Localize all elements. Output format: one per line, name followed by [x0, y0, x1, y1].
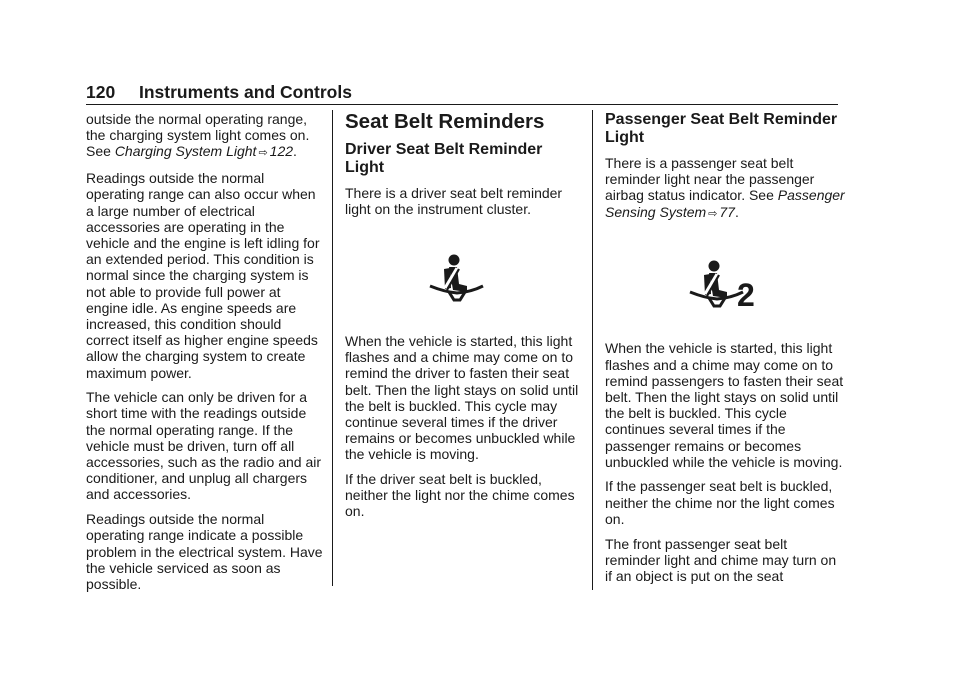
subsection-heading: Passenger Seat Belt Reminder Light [605, 111, 838, 146]
page-header [86, 82, 838, 105]
cross-reference-link[interactable]: Passenger Sensing System [605, 187, 845, 220]
paragraph: The vehicle can only be driven for a short time with the readings outside the normal operating range. If the vehicle must be driven, turn off all accessories, such as the radio and air conditioner, and unplug all chargers and accessories. [86, 389, 322, 503]
page-reference[interactable]: 122 [269, 143, 294, 160]
paragraph: There is a passenger seat belt reminder light near the passenger airbag status indicator. See Passenger Sensing System ⇨ 77. [605, 155, 845, 220]
seat-belt-reminder-icon [427, 254, 487, 306]
column-right [605, 111, 845, 593]
cross-reference-link[interactable]: Charging System Light [114, 143, 257, 160]
paragraph: The front passenger seat belt reminder light and chime may turn on if an object is put on the seat [605, 535, 837, 584]
passenger-number-label: 2 [737, 277, 755, 313]
page-number: 120 [86, 82, 116, 102]
paragraph: There is a driver seat belt reminder light on the instrument cluster. [345, 185, 563, 218]
section-heading: Seat Belt Reminders [345, 110, 545, 133]
paragraph: When the vehicle is started, this light flashes and a chime may come on to remind passengers to fasten their seat belt. Then the light stays on solid until the belt is buckled. This cycle continues several times if the passenger remains or becomes unbuckled while the vehicle is moving. [605, 340, 844, 470]
passenger-seat-belt-reminder-icon [687, 260, 783, 312]
subsection-heading: Driver Seat Belt Reminder Light [345, 141, 543, 176]
section-title: Instruments and Controls [139, 82, 352, 102]
page-arrow-icon: ⇨ [258, 147, 268, 160]
icon-container [345, 226, 585, 333]
paragraph: If the driver seat belt is buckled, neither the light nor the chime comes on. [345, 471, 575, 520]
paragraph: Readings outside the normal operating range can also occur when a large number of electrical accessories are operating in the vehicle and the engine is left idling for an extended period. This condition is normal since the charging system is not able to provide full power at engine idle. As engine speeds are increased, this condition should correct itself as higher engine speeds allow the charging system to create maximum power. [86, 170, 320, 381]
page-reference[interactable]: 77 [719, 203, 735, 220]
column-divider [592, 110, 593, 590]
paragraph: If the passenger seat belt is buckled, neither the chime nor the light comes on. [605, 478, 835, 527]
paragraph: outside the normal operating range, the charging system light comes on. See Charging System Light ⇨ 122. [86, 111, 310, 160]
paragraph: Readings outside the normal operating range indicate a possible problem in the electrical system. Have the vehicle serviced as soon as possible. [86, 511, 323, 592]
column-divider [332, 110, 333, 586]
column-left [86, 111, 326, 601]
page-arrow-icon: ⇨ [708, 207, 718, 220]
icon-container [605, 230, 845, 340]
column-middle [345, 111, 585, 528]
paragraph: When the vehicle is started, this light flashes and a chime may come on to remind the driver to fasten their seat belt. Then the light stays on solid until the belt is buckled. This cycle may continue several times if the driver remains or becomes unbuckled while the vehicle is moving. [345, 332, 579, 463]
